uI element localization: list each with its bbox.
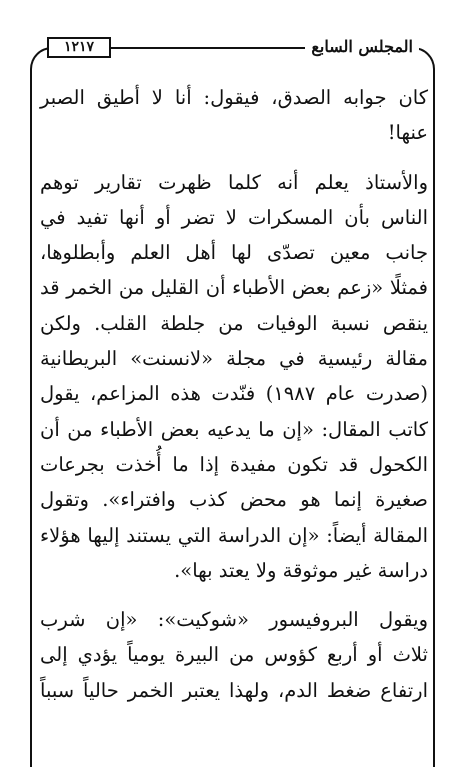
text-line: (صدرت عام ١٩٨٧) فنّدت هذه المزاعم، يقول [40, 382, 428, 406]
text-line: كان جوابه الصدق، فيقول: أنا لا أطيق الصبر [40, 86, 428, 109]
page-body [40, 80, 428, 708]
paragraph [40, 80, 428, 151]
chapter-title: المجلس السابع [305, 34, 419, 60]
text-line: ويقول البروفيسور «شوكيت»: «إن شرب [40, 608, 428, 632]
text-line: صغيرة إنما هو محض كذب وافتراء». وتقول [40, 488, 428, 512]
text-line: مقالة رئيسية في مجلة «لانسنت» البريطانية [40, 347, 428, 371]
text-line: كاتب المقال: «إن ما يدعيه بعض الأطباء من أن [40, 417, 428, 441]
text-line: المقالة أيضاً: «إن الدراسة التي يستند إليها هؤلاء [40, 523, 428, 547]
text-line: فمثلًا «زعم بعض الأطباء أن القليل من الخمر قد [40, 276, 428, 300]
text-line: ينقص نسبة الوفيات من جلطة القلب. ولكن [40, 311, 428, 335]
text-line: الناس بأن المسكرات لا تضر أو أنها تفيد في [40, 205, 428, 229]
paragraph [40, 165, 428, 589]
text-line: الكحول قد تكون مفيدة إذا ما أُخذت بجرعات [40, 452, 428, 476]
page-number: ١٢١٧ [47, 37, 111, 58]
text-line: ثلاث أو أربع كؤوس من البيرة يومياً يؤدي إلى [40, 643, 428, 667]
text-line: عنها! [387, 121, 428, 145]
paragraph [40, 602, 428, 708]
text-line: دراسة غير موثوقة ولا يعتد بها». [174, 558, 428, 582]
page-header [0, 34, 467, 64]
text-line: جانب معين تصدّى لها أهل العلم وأبطلوها، [40, 241, 428, 265]
text-line: والأستاذ يعلم أنه كلما ظهرت تقارير توهم [40, 170, 428, 194]
text-line: ارتفاع ضغط الدم، ولهذا يعتبر الخمر حالياً سبباً [40, 678, 428, 702]
